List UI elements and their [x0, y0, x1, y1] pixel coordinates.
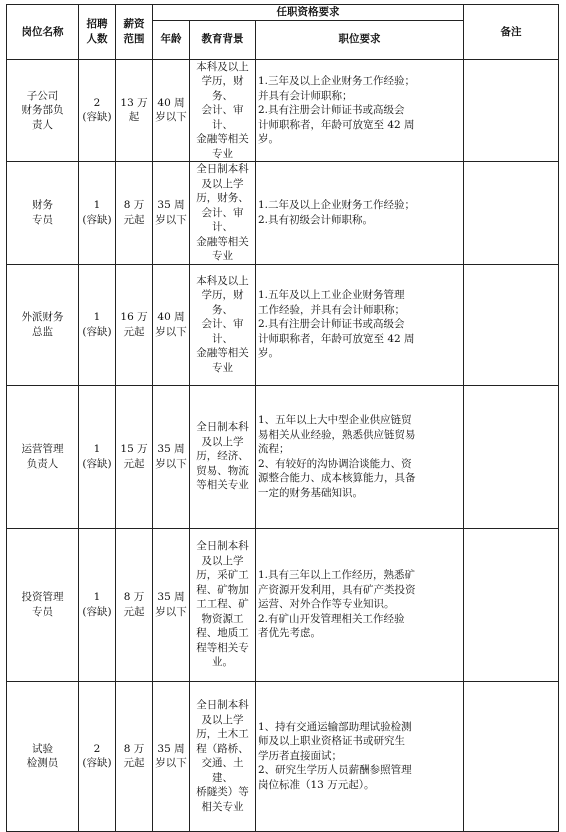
position-cell: 试验 检测员 — [7, 681, 79, 831]
table-body — [7, 59, 559, 831]
remark-cell — [464, 162, 559, 265]
age-cell: 40 周 岁以下 — [153, 59, 190, 162]
remark-cell — [464, 59, 559, 162]
position-cell: 运营管理 负责人 — [7, 385, 79, 528]
recruitment-table — [6, 4, 559, 832]
requirements-cell: 1.具有三年以上工作经历，熟悉矿 产资源开发利用，具有矿产类投资 运营、对外合作等专业知识。 2.有矿山开发管理相关工作经验 者优先考虑。 — [256, 528, 464, 681]
salary-cell: 13 万 起 — [116, 59, 153, 162]
count-cell: 1 (容缺) — [79, 264, 116, 385]
salary-cell: 8 万 元起 — [116, 162, 153, 265]
salary-cell: 15 万 元起 — [116, 385, 153, 528]
requirements-cell: 1.二年及以上企业财务工作经验； 2.具有初级会计师职称。 — [256, 162, 464, 265]
requirements-cell: 1.三年及以上企业财务工作经验； 并具有会计师职称； 2.具有注册会计师证书或高级会 计师职称者，年龄可放宽至 42 周 岁。 — [256, 59, 464, 162]
header-job-requirements: 职位要求 — [256, 20, 464, 59]
table-row — [7, 385, 559, 528]
education-cell: 本科及以上 学历，财务、 会计、审计、 金融等相关 专业 — [190, 264, 256, 385]
count-cell: 2 (容缺) — [79, 681, 116, 831]
position-cell: 投资管理 专员 — [7, 528, 79, 681]
age-cell: 35 周 岁以下 — [153, 528, 190, 681]
remark-cell — [464, 528, 559, 681]
header-remark: 备注 — [464, 5, 559, 60]
salary-cell: 16 万 元起 — [116, 264, 153, 385]
education-cell: 全日制本科 及以上学 历，采矿工 程、矿物加 工工程、矿 物资源工 程、地质工 程等相关专 业。 — [190, 528, 256, 681]
position-cell: 外派财务 总监 — [7, 264, 79, 385]
count-cell: 1 (容缺) — [79, 385, 116, 528]
education-cell: 本科及以上 学历，财务、 会计、审计、 金融等相关 专业 — [190, 59, 256, 162]
header-salary: 薪资 范围 — [116, 5, 153, 60]
age-cell: 35 周 岁以下 — [153, 162, 190, 265]
count-cell: 1 (容缺) — [79, 162, 116, 265]
header-requirements-group: 任职资格要求 — [153, 5, 464, 21]
table-row — [7, 681, 559, 831]
requirements-cell: 1、持有交通运输部助理试验检测 师及以上职业资格证书或研究生 学历者直接面试； 2、研究生学历人员薪酬参照管理 岗位标准（13 万元起）。 — [256, 681, 464, 831]
age-cell: 35 周 岁以下 — [153, 385, 190, 528]
requirements-cell: 1.五年及以上工业企业财务管理 工作经验，并具有会计师职称； 2.具有注册会计师证书或高级会 计师职称者，年龄可放宽至 42 周 岁。 — [256, 264, 464, 385]
table-row — [7, 528, 559, 681]
requirements-cell: 1、五年以上大中型企业供应链贸 易相关从业经验，熟悉供应链贸易 流程； 2、有较好的沟协调洽谈能力、资 源整合能力、成本核算能力，具备 一定的财务基础知识。 — [256, 385, 464, 528]
education-cell: 全日制本科 及以上学 历，财务、 会计、审计、 金融等相关 专业 — [190, 162, 256, 265]
position-cell: 财务 专员 — [7, 162, 79, 265]
remark-cell — [464, 385, 559, 528]
remark-cell — [464, 681, 559, 831]
remark-cell — [464, 264, 559, 385]
position-cell: 子公司 财务部负 责人 — [7, 59, 79, 162]
header-count: 招聘 人数 — [79, 5, 116, 60]
education-cell: 全日制本科 及以上学 历，经济、 贸易、物流 等相关专业 — [190, 385, 256, 528]
table-row — [7, 162, 559, 265]
salary-cell: 8 万 元起 — [116, 681, 153, 831]
header-age: 年龄 — [153, 20, 190, 59]
table-row — [7, 264, 559, 385]
salary-cell: 8 万 元起 — [116, 528, 153, 681]
count-cell: 2 (容缺) — [79, 59, 116, 162]
education-cell: 全日制本科 及以上学 历，土木工 程（路桥、 交通、土建、 桥隧类）等 相关专业 — [190, 681, 256, 831]
table-row — [7, 59, 559, 162]
header-education: 教育背景 — [190, 20, 256, 59]
count-cell: 1 (容缺) — [79, 528, 116, 681]
age-cell: 35 周 岁以下 — [153, 681, 190, 831]
header-position: 岗位名称 — [7, 5, 79, 60]
age-cell: 40 周 岁以下 — [153, 264, 190, 385]
